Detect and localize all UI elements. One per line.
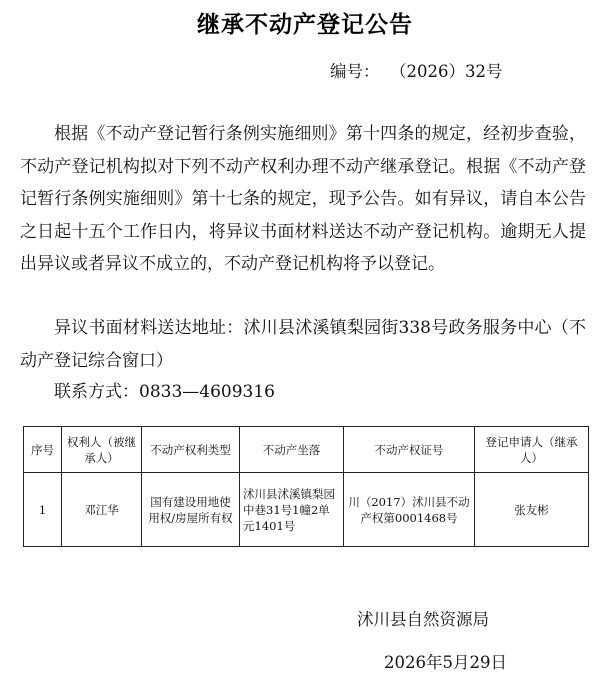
registration-table bbox=[23, 426, 589, 547]
document-number-value: （2026）32号 bbox=[390, 62, 503, 81]
notice-body-paragraph: 根据《不动产登记暂行条例实施细则》第十四条的规定，经初步查验，不动产登记机构拟对下列不动产权利办理不动产继承登记。根据《不动产登记暂行条例实施细则》第十七条的规定，现予公告。如有异议，请自本公告之日起十五个工作日内，将异议书面材料送达不动产登记机构。逾期无人提出异议或者异议不成立的，不动产登记机构将予以登记。 bbox=[20, 124, 586, 274]
column-header-right-type: 不动产权利类型 bbox=[142, 427, 240, 473]
notice-title: 继承不动产登记公告 bbox=[197, 12, 413, 38]
column-header-applicant: 登记申请人（继承人） bbox=[475, 427, 589, 473]
column-header-location: 不动产坐落 bbox=[240, 427, 344, 473]
cell-serial: 1 bbox=[24, 473, 62, 547]
document-number-label: 编号： bbox=[330, 62, 380, 81]
cell-certificate-number: 川（2017）沭川县不动产权第0001468号 bbox=[344, 473, 475, 547]
cell-right-holder: 邓江华 bbox=[62, 473, 142, 547]
document-number bbox=[330, 58, 503, 82]
issuing-organization: 沭川县自然资源局 bbox=[357, 610, 489, 629]
cell-location: 沭川县沭溪镇梨园中巷31号1幢2单元1401号 bbox=[240, 473, 344, 547]
table-header-row bbox=[24, 427, 589, 473]
table-row bbox=[24, 473, 589, 547]
column-header-serial: 序号 bbox=[24, 427, 62, 473]
cell-right-type: 国有建设用地使用权/房屋所有权 bbox=[142, 473, 240, 547]
column-header-certificate-number: 不动产权证号 bbox=[344, 427, 475, 473]
issue-date: 2026年5月29日 bbox=[384, 653, 507, 672]
cell-applicant: 张友彬 bbox=[475, 473, 589, 547]
objection-address-paragraph: 异议书面材料送达地址：沭川县沭溪镇梨园街338号政务服务中心（不动产登记综合窗口） bbox=[20, 318, 586, 371]
column-header-right-holder: 权利人（被继承人） bbox=[62, 427, 142, 473]
contact-info: 联系方式：0833—4609316 bbox=[54, 382, 275, 402]
